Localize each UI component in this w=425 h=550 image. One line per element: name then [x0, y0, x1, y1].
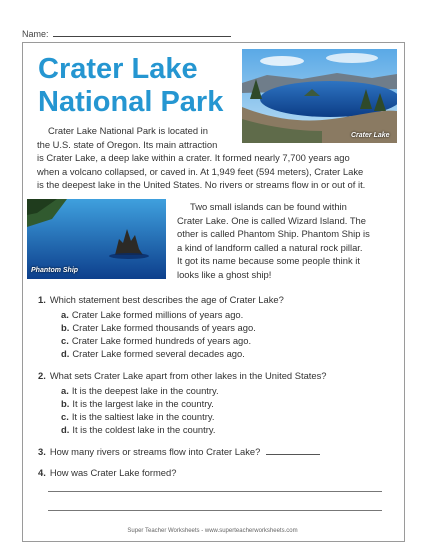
paragraph-1-line: when a volcano collapsed, or caved in. At 1,949 feet (594 meters), Crater Lake: [37, 165, 364, 177]
option-a[interactable]: a. Crater Lake formed millions of years ago.: [61, 309, 244, 320]
option-d[interactable]: d. It is the coldest lake in the country.: [61, 424, 216, 435]
question-number: 4.: [38, 467, 46, 478]
paragraph-2-line: Crater Lake. One is called Wizard Island. The: [177, 214, 366, 226]
option-c[interactable]: c. Crater Lake formed hundreds of years ago.: [61, 335, 252, 346]
paragraph-1-line: Crater Lake National Park is located in: [48, 125, 208, 136]
crater-lake-caption: Crater Lake: [351, 132, 390, 139]
paragraph-1-line: the U.S. state of Oregon. Its main attraction: [37, 138, 218, 150]
question-number: 2.: [38, 370, 46, 381]
answer-line-1[interactable]: [48, 491, 382, 492]
paragraph-2: [177, 200, 392, 281]
question-4: [38, 467, 176, 478]
question-2-options: [61, 384, 219, 436]
option-d[interactable]: d. Crater Lake formed several decades ago.: [61, 348, 245, 359]
option-b[interactable]: b. Crater Lake formed thousands of years ago.: [61, 322, 256, 333]
question-number: 1.: [38, 294, 46, 305]
paragraph-2-line: other is called Phantom Ship. Phantom Ship is: [177, 228, 370, 239]
option-b[interactable]: b. It is the largest lake in the country.: [61, 398, 214, 409]
footer: Super Teacher Worksheets - www.superteacherworksheets.com: [127, 528, 298, 534]
option-c[interactable]: c. It is the saltiest lake in the country.: [61, 411, 215, 422]
phantom-ship-caption: Phantom Ship: [31, 267, 79, 274]
question-2: [38, 370, 327, 381]
question-3: [38, 446, 320, 457]
paragraph-2-line: It got its name because some people think it: [177, 255, 360, 266]
name-row: [22, 28, 231, 39]
answer-line-2[interactable]: [48, 510, 382, 511]
question-text: How was Crater Lake formed?: [49, 467, 177, 478]
paragraph-1-line: is Crater Lake, a deep lake within a crater. It formed nearly 7,700 years ago: [37, 152, 350, 163]
title-line-2: National Park: [38, 86, 224, 118]
paragraph-1: [37, 124, 387, 192]
paragraph-1-line: is the deepest lake in the United States. No rivers or streams flow in or out of it.: [37, 179, 366, 190]
question-number: 3.: [38, 446, 46, 457]
paragraph-2-line: a kind of landform called a natural rock pillar.: [177, 241, 363, 253]
name-label: Name:: [22, 29, 49, 39]
answer-blank[interactable]: [266, 446, 320, 455]
page-title: [38, 53, 248, 119]
name-field[interactable]: [53, 28, 231, 37]
paragraph-2-line: looks like a ghost ship!: [177, 268, 272, 280]
question-text: How many rivers or streams flow into Crater Lake?: [49, 446, 261, 457]
paragraph-2-line: Two small islands can be found within: [190, 201, 347, 212]
title-line-1: Crater Lake: [38, 53, 198, 85]
question-1: [38, 294, 284, 305]
question-text: What sets Crater Lake apart from other lakes in the United States?: [49, 370, 327, 381]
question-1-options: [61, 308, 256, 360]
question-text: Which statement best describes the age of Crater Lake?: [49, 294, 284, 305]
option-a[interactable]: a. It is the deepest lake in the country.: [61, 385, 219, 396]
